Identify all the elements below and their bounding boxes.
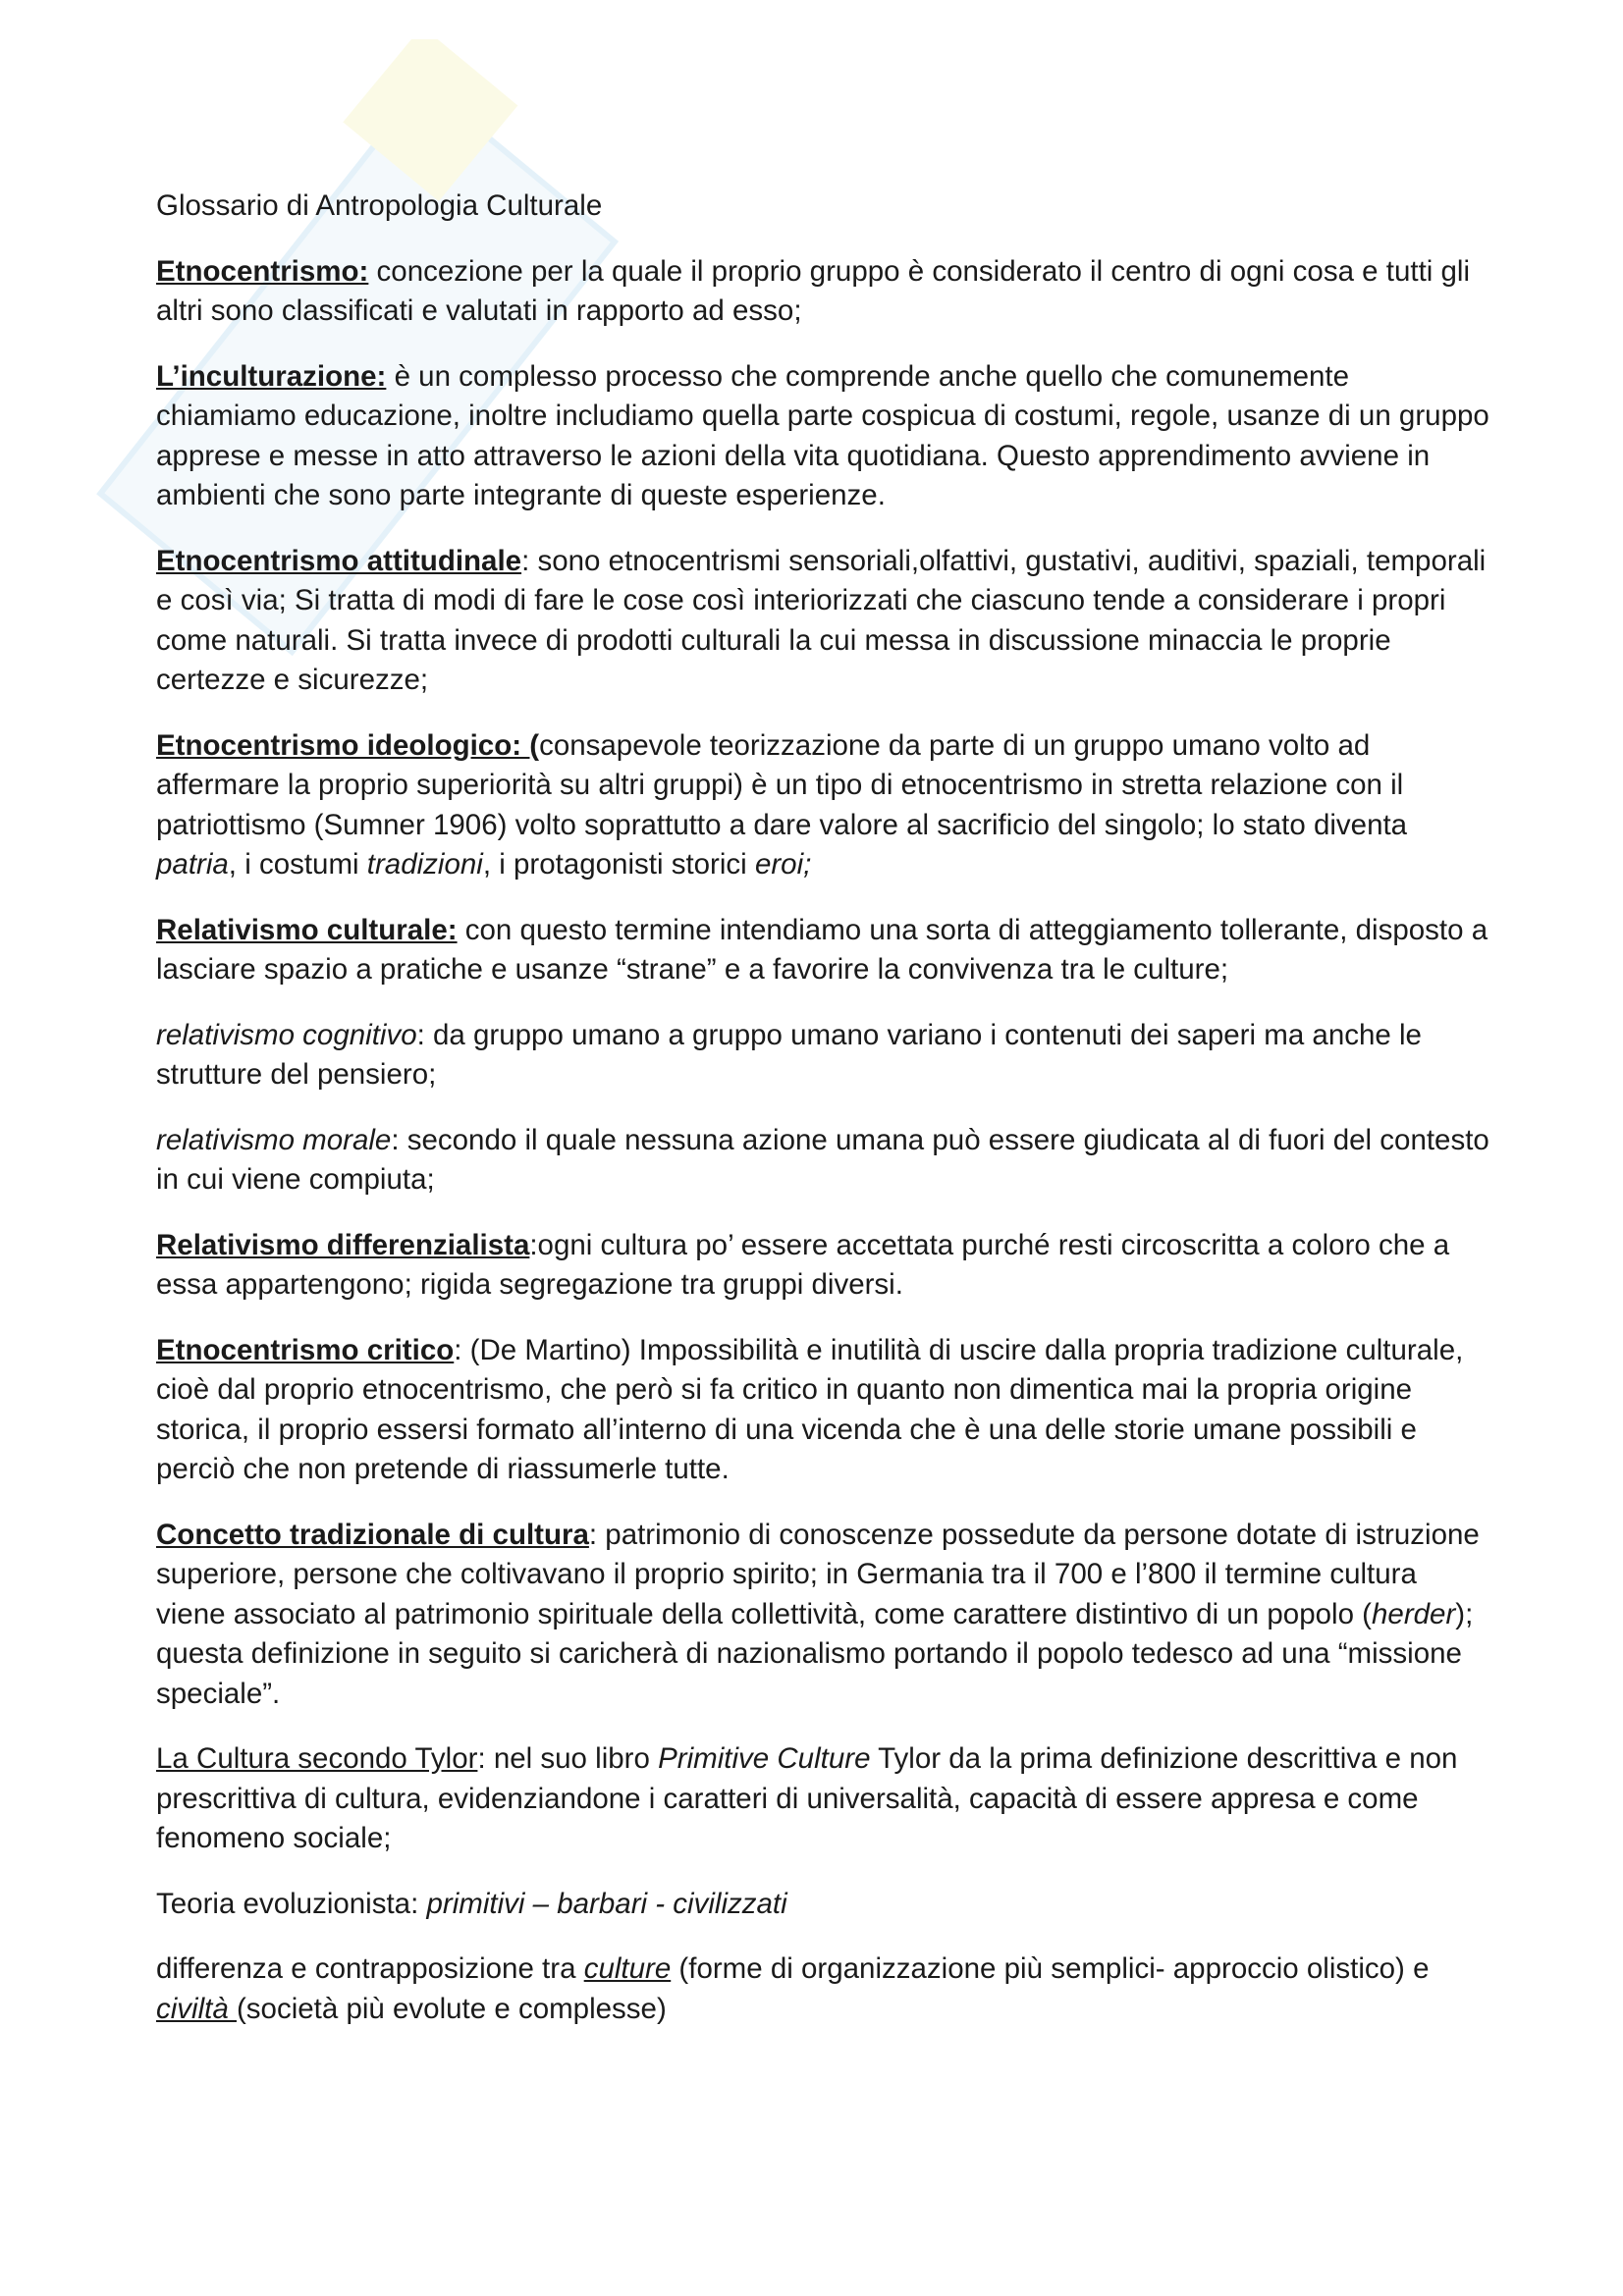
entry-concetto-tradizionale — [156, 1516, 1491, 1715]
entry-relativismo-culturale — [156, 911, 1491, 990]
term: relativismo cognitivo — [156, 1018, 417, 1051]
term: La Cultura secondo Tylor — [156, 1742, 478, 1775]
definition: differenza e contrapposizione tra — [156, 1952, 584, 1985]
entry-etnocentrismo-ideologico — [156, 726, 1491, 885]
entry-culture-civilta — [156, 1949, 1491, 2029]
term: Etnocentrismo: — [156, 254, 369, 288]
entry-etnocentrismo-critico — [156, 1331, 1491, 1490]
entry-etnocentrismo — [156, 252, 1491, 332]
definition: con questo termine intendiamo una sorta di atteggiamento tollerante, disposto a lasciare spazio a pratiche e usanze “strane” e a favorire la convivenza tra le culture; — [156, 913, 1488, 986]
term: L’inculturazione: — [156, 359, 387, 393]
entry-inculturazione — [156, 357, 1491, 516]
term: relativismo morale — [156, 1123, 392, 1156]
definition: (società più evolute e complesse) — [236, 1992, 667, 2025]
definition: Tylor da la prima definizione descrittiva e non prescrittiva di cultura, evidenziandone i caratteri di universalità, capacità di essere appresa e come fenomeno sociale; — [156, 1742, 1458, 1854]
term: Relativismo culturale: — [156, 913, 458, 946]
underlined-word: culture — [583, 1952, 672, 1985]
italic-phrase: primitivi – barbari - civilizzati — [426, 1887, 787, 1920]
entry-teoria-evoluzionista — [156, 1885, 1491, 1925]
term: Etnocentrismo attitudinale — [156, 544, 522, 577]
italic-word: eroi; — [754, 848, 812, 881]
definition: , i protagonisti storici — [482, 848, 755, 881]
label: Teoria evoluzionista: — [156, 1887, 427, 1920]
definition: concezione per la quale il proprio gruppo è considerato il centro di ogni cosa e tutti gli altri sono classificati e valutati in rapporto ad esso; — [156, 254, 1471, 327]
italic-word: tradizioni — [366, 848, 483, 881]
definition: consapevole teorizzazione da parte di un gruppo umano volto ad affermare la proprio superiorità su altri gruppi) è un tipo di etnocentrismo in stretta relazione con il patriottismo (Sumner 1906) volto soprattutto a dare valore al sacrificio del singolo; lo stato diventa — [156, 728, 1408, 841]
definition: (forme di organizzazione più semplici- approccio olistico) e — [671, 1952, 1430, 1985]
definition: , i costumi — [228, 848, 367, 881]
entry-etnocentrismo-attitudinale — [156, 542, 1491, 701]
term: Etnocentrismo critico — [156, 1333, 455, 1366]
term: Concetto tradizionale di cultura — [156, 1518, 589, 1551]
entry-relativismo-differenzialista — [156, 1226, 1491, 1306]
definition: : patrimonio di conoscenze possedute da persone dotate di istruzione superiore, persone che coltivavano il proprio spirito; in Germania tra il 700 e l’800 il termine cultura viene associato al patrimonio spirituale della collettività, come carattere distintivo di un popolo ( — [156, 1518, 1480, 1630]
document-title: Glossario di Antropologia Culturale — [156, 189, 603, 222]
term: Relativismo differenzialista — [156, 1228, 530, 1261]
entry-relativismo-morale — [156, 1121, 1491, 1201]
term: Etnocentrismo ideologico: ( — [156, 728, 540, 762]
entry-cultura-tylor — [156, 1739, 1491, 1859]
italic-word: patria — [156, 848, 229, 881]
definition: : secondo il quale nessuna azione umana può essere giudicata al di fuori del contesto in cui viene compiuta; — [156, 1123, 1489, 1196]
entry-relativismo-cognitivo — [156, 1016, 1491, 1095]
definition: : da gruppo umano a gruppo umano variano i contenuti dei saperi ma anche le strutture del pensiero; — [156, 1018, 1422, 1091]
underlined-word: civiltà — [156, 1992, 237, 2025]
definition: :ogni cultura po’ essere accettata purché resti circoscritta a coloro che a essa appartengono; rigida segregazione tra gruppi diversi. — [156, 1228, 1450, 1301]
book-title: Primitive Culture — [658, 1742, 871, 1775]
document-page — [156, 187, 1491, 2055]
definition: : nel suo libro — [477, 1742, 659, 1775]
definition: : sono etnocentrismi sensoriali,olfattivi, gustativi, auditivi, spaziali, temporali e così via; Si tratta di modi di fare le cose così interiorizzati che ciascuno tende a considerare i propri come naturali. Si tratta invece di prodotti culturali la cui messa in discussione minaccia le proprie certezze e sicurezze; — [156, 544, 1487, 696]
definition: ); questa definizione in seguito si caricherà di nazionalismo portando il popolo tedesco ad una “missione speciale”. — [156, 1597, 1474, 1710]
definition: : (De Martino) Impossibilità e inutilità di uscire dalla propria tradizione culturale, cioè dal proprio etnocentrismo, che però si fa critico in quanto non dimentica mai la propria origine storica, il proprio essersi formato all’interno di una vicenda che è una delle storie umane possibili e perciò che non pretende di riassumerle tutte. — [156, 1333, 1464, 1485]
definition: è un complesso processo che comprende anche quello che comunemente chiamiamo educazione, inoltre includiamo quella parte cospicua di costumi, regole, usanze di un gruppo apprese e messe in atto attraverso le azioni della vita quotidiana. Questo apprendimento avviene in ambienti che sono parte integrante di queste esperienze. — [156, 359, 1489, 511]
italic-word: herder — [1372, 1597, 1456, 1630]
